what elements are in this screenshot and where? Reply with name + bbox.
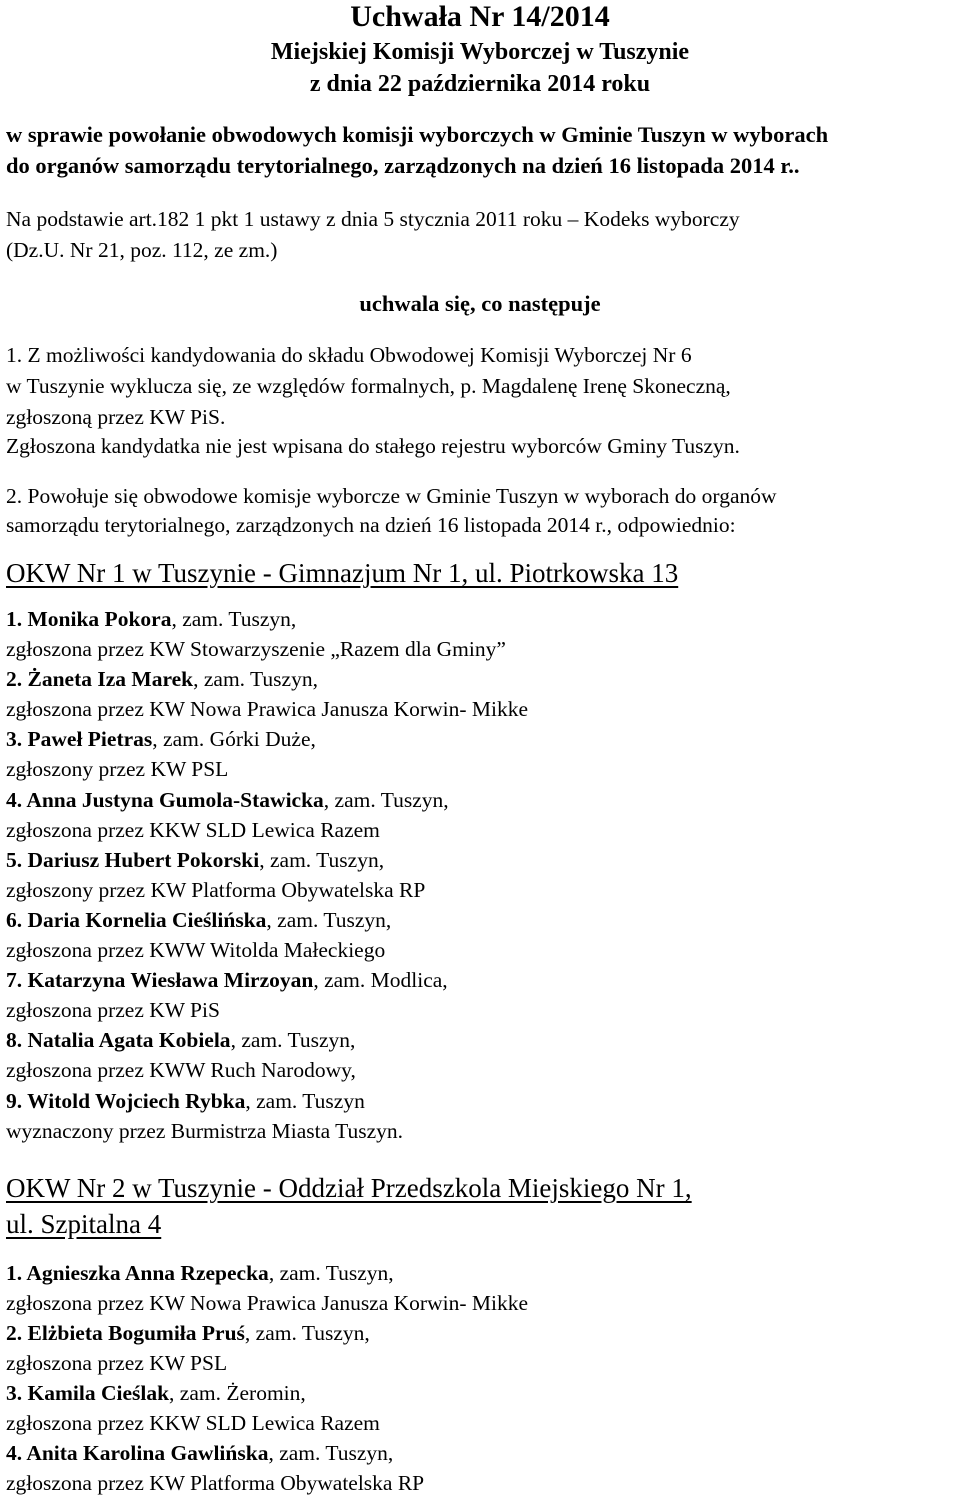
- member-residence: , zam. Tuszyn,: [244, 1321, 370, 1345]
- member-residence: , zam. Tuszyn,: [268, 1441, 394, 1465]
- member-residence: , zam. Tuszyn,: [323, 788, 449, 812]
- okw-1-member-6-nomination: zgłoszona przez KWW Witolda Małeckiego: [6, 938, 386, 962]
- okw-2-member-2: [6, 1319, 370, 1347]
- member-name: 9. Witold Wojciech Rybka: [6, 1089, 246, 1113]
- okw-2-heading-line-1: OKW Nr 2 w Tuszynie - Oddział Przedszkola Miejskiego Nr 1,: [6, 1173, 692, 1203]
- subject-line-1: w sprawie powołanie obwodowych komisji wyborczych w Gminie Tuszyn w wyborach: [6, 122, 829, 147]
- okw-2-member-3-nomination: zgłoszona przez KKW SLD Lewica Razem: [6, 1411, 380, 1435]
- legal-basis-line-2: (Dz.U. Nr 21, poz. 112, ze zm.): [6, 238, 278, 262]
- okw-2-member-1: [6, 1259, 394, 1287]
- resolution-title: Uchwała Nr 14/2014: [350, 0, 610, 33]
- okw-2-member-4-nomination: zgłoszona przez KW Platforma Obywatelska RP: [6, 1471, 425, 1495]
- okw-2-member-1-nomination: zgłoszona przez KW Nowa Prawica Janusza Korwin- Mikke: [6, 1291, 528, 1315]
- okw-1-member-4: [6, 786, 449, 814]
- section-2-line-1: [6, 482, 777, 510]
- okw-1-member-3-nomination: zgłoszony przez KW PSL: [6, 757, 229, 781]
- section-1-line-3: zgłoszoną przez KW PiS.: [6, 405, 226, 429]
- member-name: 3. Paweł Pietras: [6, 727, 153, 751]
- member-name: 8. Natalia Agata Kobiela: [6, 1028, 231, 1052]
- section-2-line-2: samorządu terytorialnego, zarządzonych na dzień 16 listopada 2014 r., odpowiednio:: [6, 513, 736, 537]
- okw-1-member-7-nomination: zgłoszona przez KW PiS: [6, 998, 220, 1022]
- okw-1-member-2: [6, 665, 318, 693]
- member-name: 2. Żaneta Iza Marek: [6, 667, 194, 691]
- section-1-number: 1.: [6, 343, 23, 367]
- okw-1-member-3: [6, 725, 316, 753]
- okw-1-member-5: [6, 846, 384, 874]
- resolution-date: z dnia 22 października 2014 roku: [309, 71, 651, 97]
- okw-1-member-8: [6, 1026, 355, 1054]
- member-name: 1. Monika Pokora: [6, 607, 172, 631]
- member-name: 4. Anna Justyna Gumola-Stawicka: [6, 788, 324, 812]
- member-residence: , zam. Tuszyn,: [259, 848, 385, 872]
- okw-1-heading: OKW Nr 1 w Tuszynie - Gimnazjum Nr 1, ul. Piotrkowska 13: [6, 558, 679, 588]
- member-residence: , zam. Tuszyn,: [266, 908, 392, 932]
- section-1-line-2: w Tuszynie wyklucza się, ze względów formalnych, p. Magdalenę Irenę Skoneczną,: [6, 374, 731, 398]
- okw-2-member-4: [6, 1439, 393, 1467]
- okw-1-member-1-nomination: zgłoszona przez KW Stowarzyszenie „Razem dla Gminy”: [6, 637, 506, 661]
- okw-1-member-2-nomination: zgłoszona przez KW Nowa Prawica Janusza Korwin- Mikke: [6, 697, 528, 721]
- member-residence: , zam. Tuszyn,: [171, 607, 297, 631]
- member-residence: , zam. Żeromin,: [169, 1381, 306, 1405]
- okw-1-member-5-nomination: zgłoszony przez KW Platforma Obywatelska RP: [6, 878, 426, 902]
- okw-2-member-2-nomination: zgłoszona przez KW PSL: [6, 1351, 228, 1375]
- member-residence: , zam. Tuszyn: [245, 1089, 365, 1113]
- section-1-line-4: Zgłoszona kandydatka nie jest wpisana do stałego rejestru wyborców Gminy Tuszyn.: [6, 434, 740, 458]
- okw-1-member-8-nomination: zgłoszona przez KWW Ruch Narodowy,: [6, 1058, 356, 1082]
- legal-basis-line-1: Na podstawie art.182 1 pkt 1 ustawy z dnia 5 stycznia 2011 roku – Kodeks wyborczy: [6, 207, 740, 231]
- member-residence: , zam. Tuszyn,: [268, 1261, 394, 1285]
- member-residence: , zam. Tuszyn,: [230, 1028, 356, 1052]
- okw-1-member-4-nomination: zgłoszona przez KKW SLD Lewica Razem: [6, 818, 380, 842]
- member-name: 3. Kamila Cieślak: [6, 1381, 170, 1405]
- subject-line-2: do organów samorządu terytorialnego, zarządzonych na dzień 16 listopada 2014 r..: [6, 153, 800, 178]
- resolves-heading: uchwala się, co następuje: [359, 291, 601, 316]
- member-residence: , zam. Modlica,: [313, 968, 448, 992]
- member-name: 7. Katarzyna Wiesława Mirzoyan: [6, 968, 314, 992]
- section-2-number: 2.: [6, 484, 23, 508]
- member-name: 2. Elżbieta Bogumiła Pruś: [6, 1321, 245, 1345]
- okw-1-member-9: [6, 1087, 365, 1115]
- member-residence: , zam. Górki Duże,: [152, 727, 316, 751]
- section-1-line-1: [6, 341, 692, 369]
- member-name: 1. Agnieszka Anna Rzepecka: [6, 1261, 269, 1285]
- member-name: 4. Anita Karolina Gawlińska: [6, 1441, 269, 1465]
- okw-1-member-6: [6, 906, 391, 934]
- okw-2-heading-line-2: ul. Szpitalna 4: [6, 1209, 162, 1239]
- section-2-text: Powołuje się obwodowe komisje wyborcze w Gminie Tuszyn w wyborach do organów: [22, 484, 777, 508]
- member-name: 6. Daria Kornelia Cieślińska: [6, 908, 267, 932]
- section-1-text: Z możliwości kandydowania do składu Obwodowej Komisji Wyborczej Nr 6: [22, 343, 692, 367]
- okw-1-member-9-nomination: wyznaczony przez Burmistrza Miasta Tuszyn.: [6, 1119, 404, 1143]
- okw-1-member-7: [6, 966, 448, 994]
- member-name: 5. Dariusz Hubert Pokorski: [6, 848, 260, 872]
- member-residence: , zam. Tuszyn,: [193, 667, 318, 691]
- okw-1-member-1: [6, 605, 296, 633]
- okw-2-member-3: [6, 1379, 306, 1407]
- commission-name: Miejskiej Komisji Wyborczej w Tuszynie: [270, 39, 690, 65]
